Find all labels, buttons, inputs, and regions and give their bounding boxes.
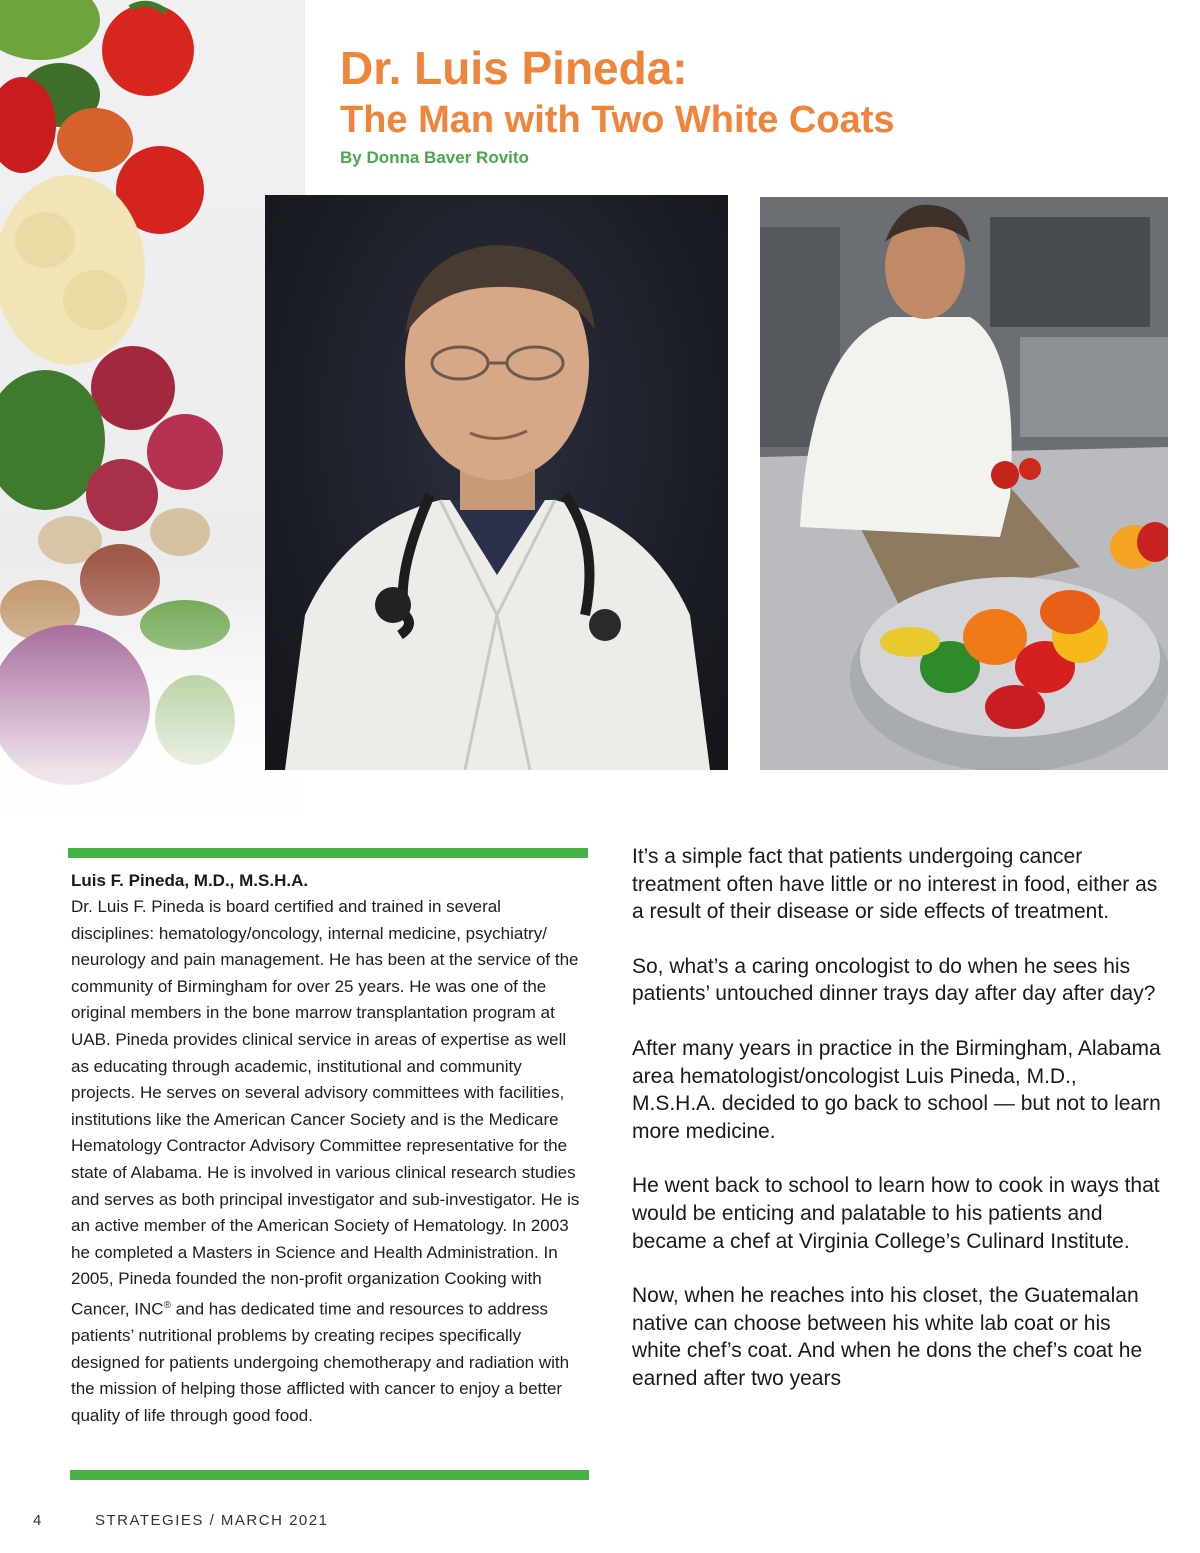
sidebar-top-rule: [68, 848, 588, 858]
article-title: Dr. Luis Pineda:: [340, 42, 688, 94]
bio-body-text: Dr. Luis F. Pineda is board certified and trained in several disciplines: hematology/oncology, internal medicine, psychiatry/ neurology and pain management. He has been at the service of the community of Birmingham for over 25 years. He was one of the original members in the bone marrow transplantation program at UAB. Pineda provides clinical service in areas of expertise as well as educating through academic, institutional and community projects. He serves on several advisory committees with facilities, institutions like the American Cancer Society and is the Medicare Hematology Contractor Advisory Committee representative for the state of Alabama. He is involved in various clinical research studies and serves as both principal investigator and sub-investigator. He is an active member of the American Society of Hematology. In 2003 he completed a Masters in Science and Health Administration. In 2005, Pineda founded the non-profit organization Cooking with Cancer, INC: [71, 897, 580, 1319]
sidebar-bottom-rule: [70, 1470, 589, 1480]
body-paragraph: It’s a simple fact that patients undergoing cancer treatment often have little or no interest in food, either as a result of their disease or side effects of treatment.: [632, 845, 1158, 924]
bio-body: [71, 894, 586, 1430]
chef-kitchen-image: [760, 197, 1168, 770]
article-subtitle: The Man with Two White Coats: [340, 99, 895, 141]
body-paragraph: So, what’s a caring oncologist to do when he sees his patients’ untouched dinner trays day after day after day?: [632, 954, 1156, 1006]
body-paragraph: After many years in practice in the Birmingham, Alabama area hematologist/oncologist Luis Pineda, M.D., M.S.H.A. decided to go back to school — but not to learn more medicine.: [632, 1036, 1161, 1143]
vegetables-fade: [0, 560, 305, 860]
bio-title: Luis F. Pineda, M.D., M.S.H.A.: [71, 871, 309, 890]
page-footer: [33, 1512, 328, 1529]
doctor-portrait-illustration: [265, 195, 728, 770]
bio-sidebar: [71, 868, 586, 1430]
article-header: [340, 40, 1180, 168]
vegetables-decoration-image: [0, 0, 305, 860]
body-paragraph: He went back to school to learn how to cook in ways that would be enticing and palatable to his patients and became a chef at Virginia College’s Culinard Institute.: [632, 1174, 1160, 1253]
page-number: 4: [33, 1512, 43, 1529]
chef-kitchen-illustration: [760, 197, 1168, 770]
publication-name: STRATEGIES / MARCH 2021: [95, 1512, 329, 1529]
body-paragraph: Now, when he reaches into his closet, the Guatemalan native can choose between his white lab coat or his white chef’s coat. And when he dons the chef’s coat he earned after two years: [632, 1284, 1143, 1390]
article-byline: By Donna Baver Rovito: [340, 148, 529, 167]
bio-body-text-continued: and has dedicated time and resources to address patients’ nutritional problems by creating recipes specifically designed for patients undergoing chemotherapy and radiation with the mission of helping those afflicted with cancer to enjoy a better quality of life through good food.: [71, 1299, 570, 1425]
article-body: [632, 843, 1162, 1420]
doctor-portrait-image: [265, 195, 728, 770]
registered-mark: ®: [163, 1299, 171, 1311]
